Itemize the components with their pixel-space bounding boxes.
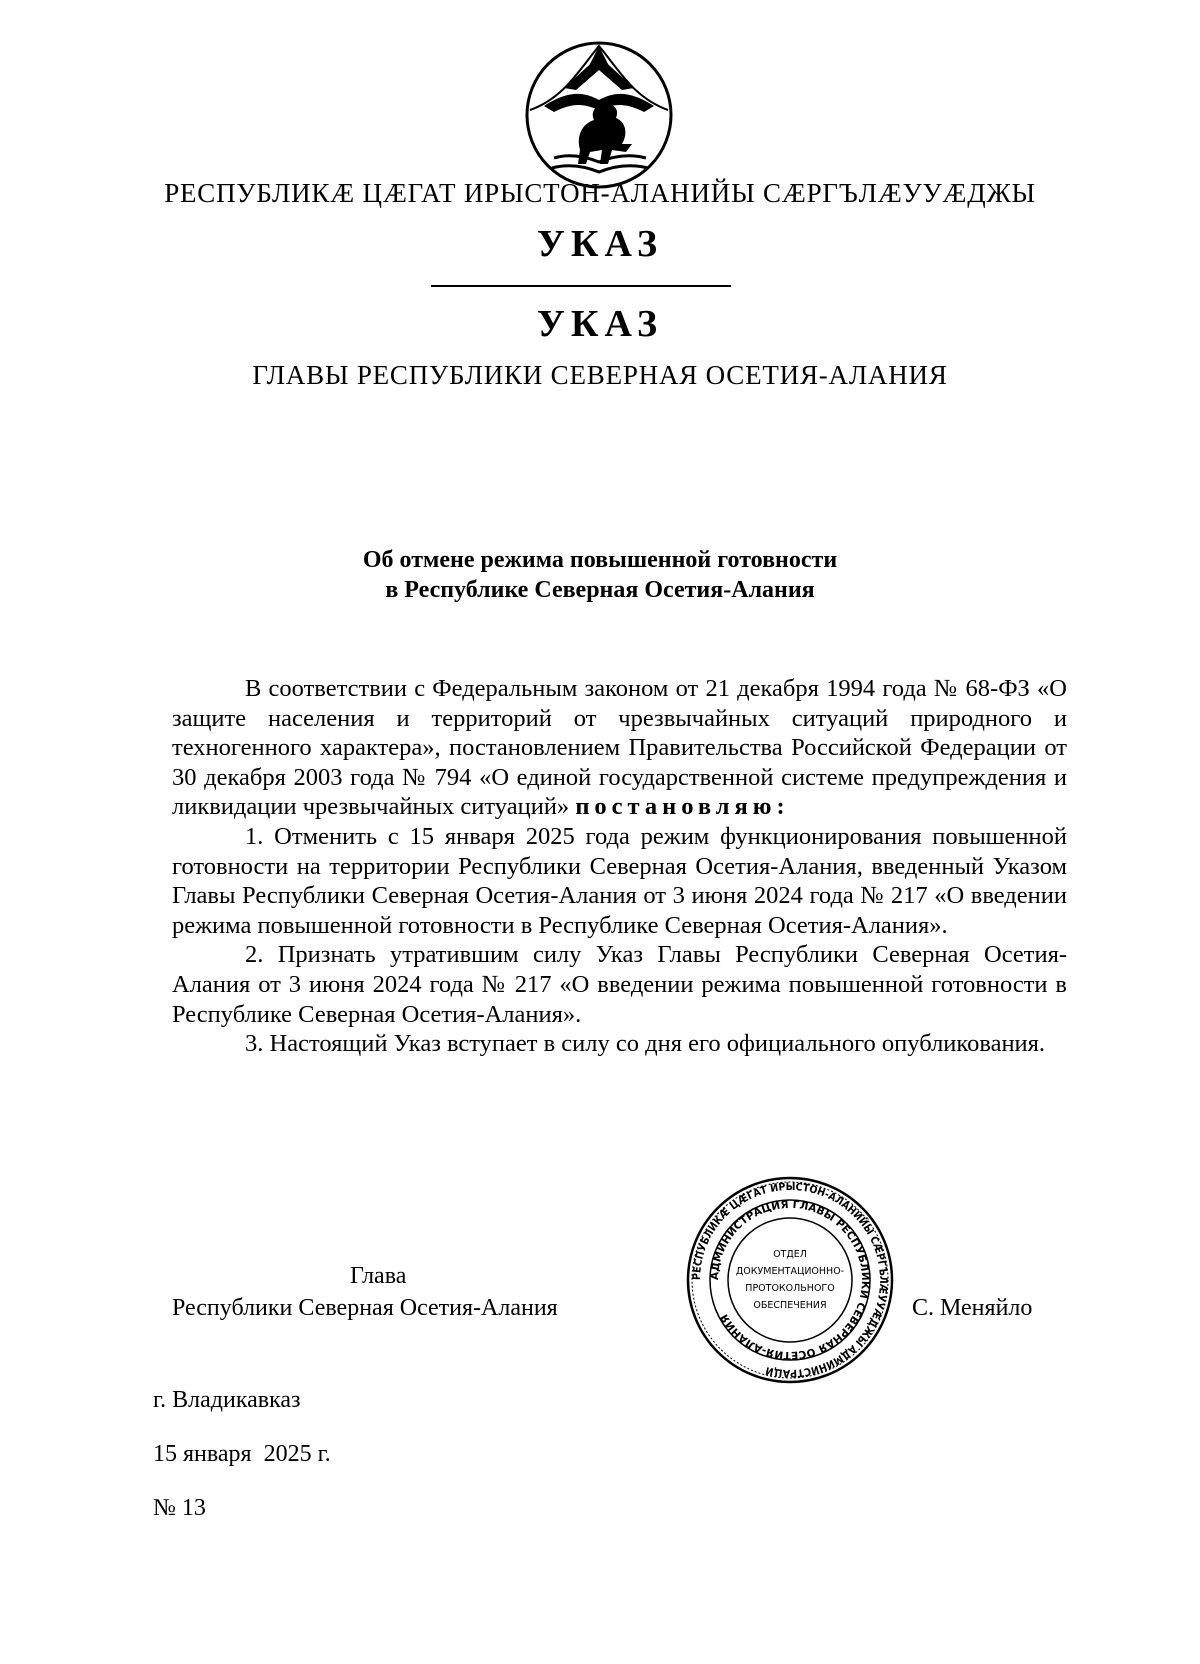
official-stamp-icon	[685, 1175, 895, 1385]
stamp-center-line4: ОБЕСПЕЧЕНИЯ	[753, 1300, 827, 1311]
document-title-line1: Об отмене режима повышенной готовности	[362, 547, 838, 573]
stamp-center-line3: ПРОТОКОЛЬНОГО	[745, 1283, 835, 1294]
stamp-outer-text: РЕСПУБЛИКÆ ЦÆГАТ ИРЫСТОН-АЛАНИЙЫ СÆРГЪЛÆУУÆДЖЫ АДМИНИСТРАЦИ	[690, 1180, 890, 1380]
document-body	[172, 674, 1067, 1059]
stamp-center-line2: ДОКУМЕНТАЦИОННО-	[735, 1266, 845, 1277]
preamble-paragraph	[172, 674, 1067, 822]
signature-position-line2: Республики Северная Осетия-Алания	[172, 1295, 558, 1321]
signature-position-line1: Глава	[350, 1263, 407, 1289]
stamp-center-line1: ОТДЕЛ	[773, 1249, 807, 1260]
decree-word: постановляю:	[575, 793, 790, 821]
coat-of-arms-icon	[524, 40, 674, 190]
header-divider	[431, 285, 731, 287]
item-1: 1. Отменить с 15 января 2025 года режим функционирования повышенной готовности на территории Республики Северная Осетия-Алания, введенный Указом Главы Республики Северная Осетия-Алания от 3 июня 2024 года № 217 «О введении режима повышенной готовности в Республике Северная Осетия-Алания».	[172, 822, 1067, 939]
signatory-name: С. Меняйло	[912, 1295, 1033, 1321]
preamble-text: В соответствии с Федеральным законом от 21 декабря 1994 года № 68-ФЗ «О защите населения и территорий от чрезвычайных ситуаций природного и техногенного характера», постановлением Правительства Российской Федерации от 30 декабря 2003 года № 794 «О единой государственной системе предупреждения и ликвидации чрезвычайных ситуаций»	[172, 675, 1067, 821]
stamp-inner-text: АДМИНИСТРАЦИЯ ГЛАВЫ РЕСПУБЛИКИ СЕВЕРНАЯ ОСЕТИЯ-АЛАНИЯ	[708, 1198, 872, 1362]
header-russian-title: ГЛАВЫ РЕСПУБЛИКИ СЕВЕРНАЯ ОСЕТИЯ-АЛАНИЯ	[252, 360, 948, 390]
footer-date: 15 января 2025 г.	[153, 1441, 331, 1467]
item-3: 3. Настоящий Указ вступает в силу со дня его официального опубликования.	[245, 1030, 1046, 1058]
header-ossetian-title: РЕСПУБЛИКÆ ЦÆГАТ ИРЫСТОН-АЛАНИЙЫ СÆРГЪЛÆУУÆДЖЫ	[164, 178, 1036, 208]
ukaz-ossetian: УКАЗ	[537, 223, 663, 265]
document-title	[0, 545, 1200, 605]
footer-place: г. Владикавказ	[153, 1387, 301, 1413]
item-2: 2. Признать утратившим силу Указ Главы Республики Северная Осетия-Алания от 3 июня 2024 года № 217 «О введении режима повышенной готовности в Республике Северная Осетия-Алания».	[172, 941, 1067, 1028]
document-title-line2: в Республике Северная Осетия-Алания	[385, 577, 815, 603]
footer-number: № 13	[153, 1495, 206, 1521]
ukaz-russian: УКАЗ	[537, 303, 663, 345]
